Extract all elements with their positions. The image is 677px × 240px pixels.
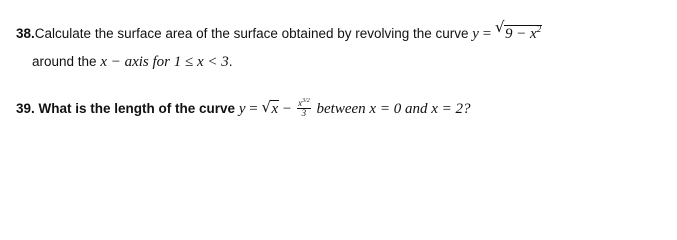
equals-sign: = [245, 100, 262, 117]
line-2-lead: around the [32, 54, 101, 69]
question-39-number: 39. [16, 100, 35, 116]
question-38-equation [472, 18, 542, 42]
square-root [495, 20, 542, 43]
line-2-end: . [228, 54, 233, 69]
fraction-denominator: 3 [301, 108, 307, 118]
radical-icon: √ [261, 97, 272, 116]
radicand: x [271, 100, 279, 117]
equation-lhs: y [472, 26, 479, 42]
square-root [261, 97, 279, 118]
question-39-tail: between x = 0 and x = 2? [312, 100, 471, 117]
question-39-equation [238, 97, 471, 118]
question-38-number: 38. [16, 26, 35, 41]
numerator-base: x [298, 98, 303, 108]
line-2-math: x − axis for 1 ≤ x < 3 [100, 54, 229, 70]
question-39 [16, 99, 470, 120]
exponent: 2 [536, 24, 542, 34]
question-39-text: What is the length of the curve [34, 100, 239, 116]
equation-lhs: y [238, 100, 246, 117]
numerator-exponent: 3/2 [302, 98, 310, 104]
minus-sign: − [279, 100, 296, 117]
question-38-line-2 [32, 53, 233, 71]
equals-sign: = [478, 26, 495, 42]
fraction [297, 97, 311, 118]
question-38-line-1 [16, 20, 542, 43]
question-38-text: Calculate the surface area of the surface obtained by revolving the curve [34, 26, 473, 41]
radical-icon: √ [494, 18, 505, 36]
radicand-text: 9 − x [504, 26, 537, 42]
radicand [504, 25, 542, 42]
